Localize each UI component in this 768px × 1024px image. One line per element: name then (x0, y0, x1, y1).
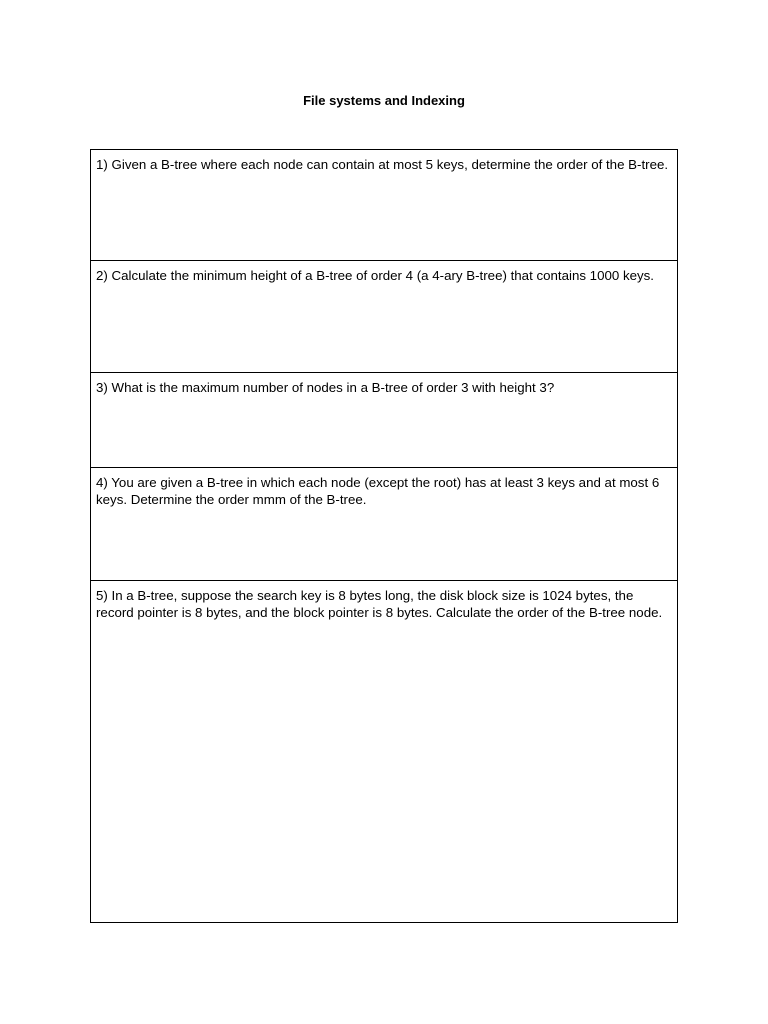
question-5-text: 5) In a B-tree, suppose the search key is 8 bytes long, the disk block size is 1024 bytes, the record pointer is 8 bytes, and the block pointer is 8 bytes. Calculate the order of the B-tree node. (96, 588, 663, 620)
question-1-cell (91, 150, 678, 261)
question-3-cell (91, 373, 678, 468)
question-row-2 (91, 261, 678, 373)
question-table (90, 149, 678, 923)
question-row-3 (91, 373, 678, 468)
question-2-cell (91, 261, 678, 373)
question-2-text: 2) Calculate the minimum height of a B-tree of order 4 (a 4-ary B-tree) that contains 1000 keys. (96, 268, 654, 283)
question-row-4 (91, 468, 678, 581)
question-4-cell (91, 468, 678, 581)
question-row-1 (91, 150, 678, 261)
page-title: File systems and Indexing (303, 93, 465, 108)
question-5-cell (91, 581, 678, 923)
question-4-text: 4) You are given a B-tree in which each node (except the root) has at least 3 keys and at most 6 keys. Determine the order mmm of the B-tree. (96, 475, 660, 507)
question-row-5 (91, 581, 678, 923)
question-1-text: 1) Given a B-tree where each node can contain at most 5 keys, determine the order of the B-tree. (96, 157, 669, 172)
question-3-text: 3) What is the maximum number of nodes in a B-tree of order 3 with height 3? (96, 380, 555, 395)
